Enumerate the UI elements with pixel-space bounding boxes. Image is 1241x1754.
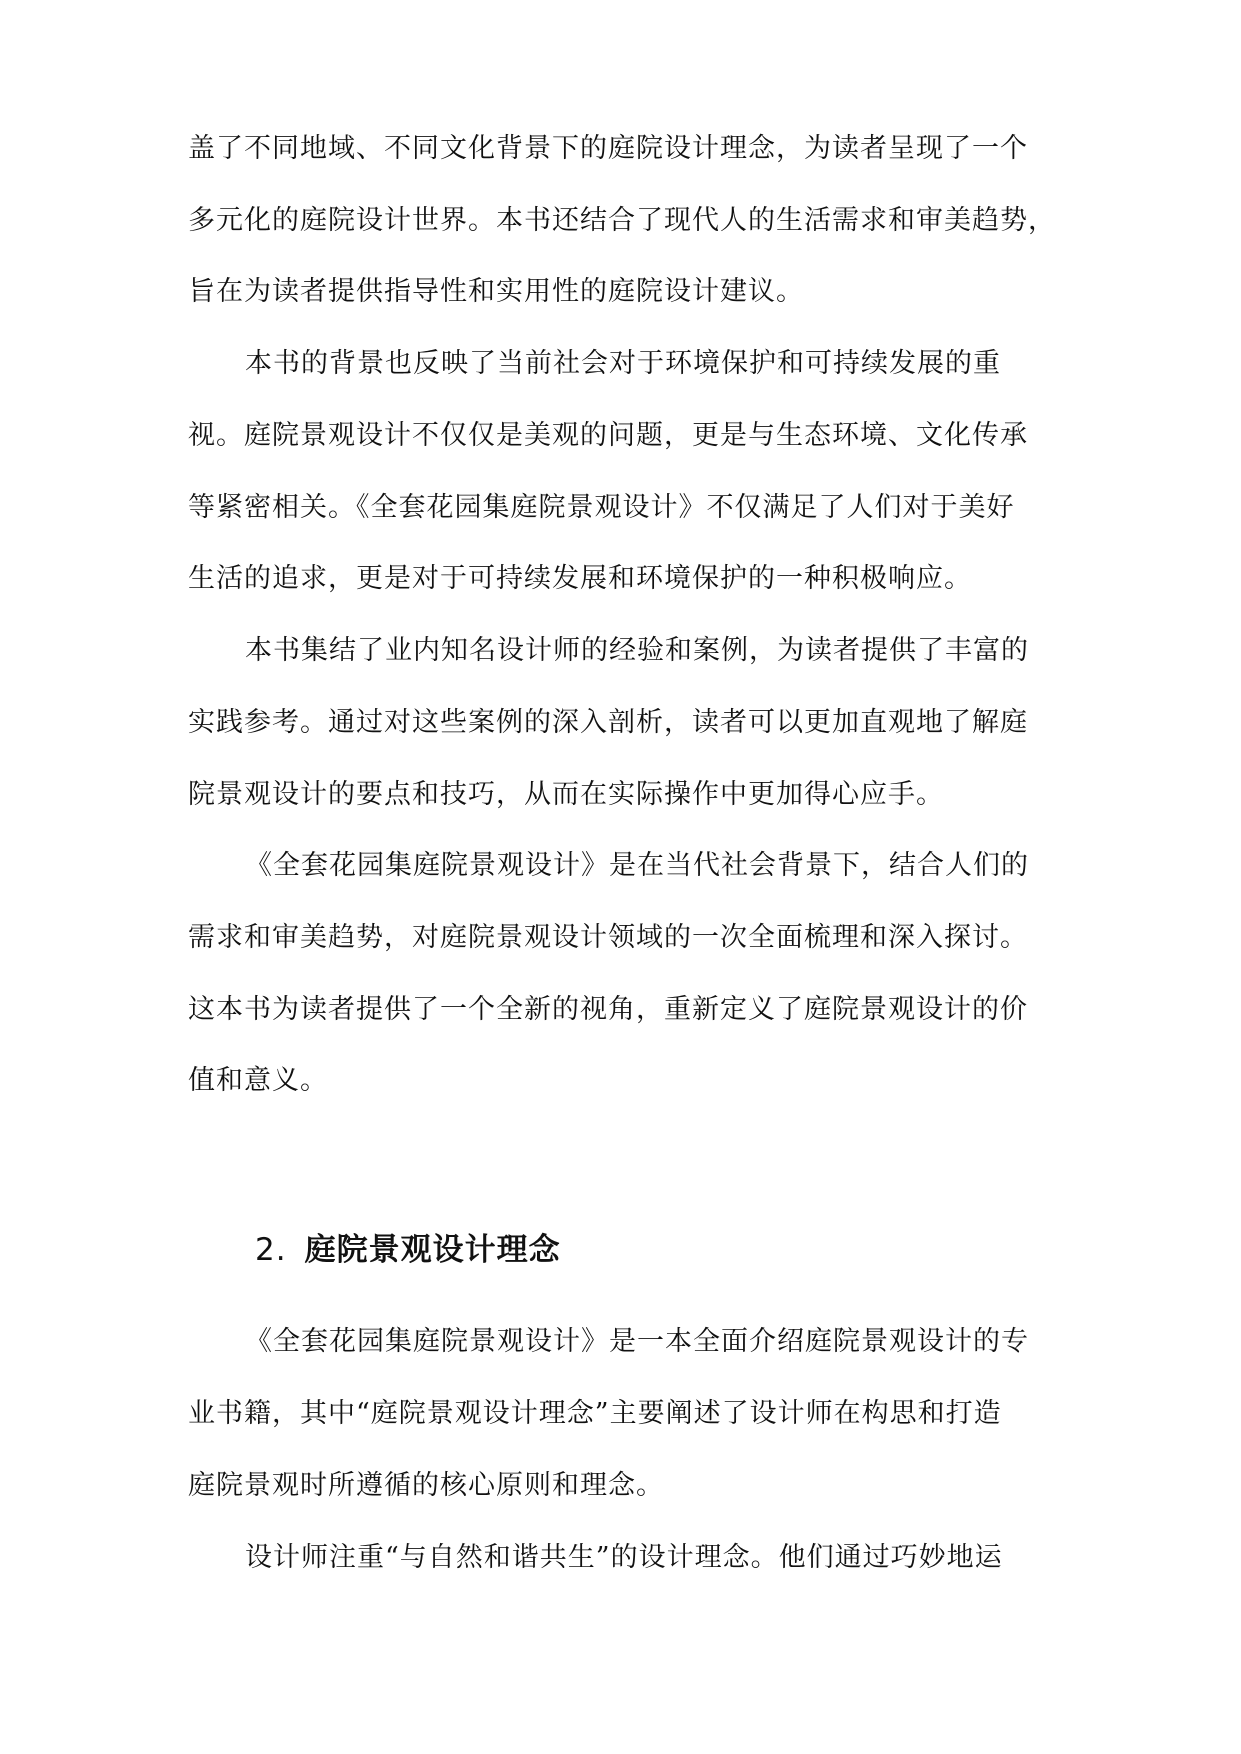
paragraph-line: 旨在为读者提供指导性和实用性的庭院设计建议。	[188, 276, 804, 307]
paragraph-line: 多元化的庭院设计世界。本书还结合了现代人的生活需求和审美趋势，	[188, 205, 1056, 236]
paragraph-line: 《全套花园集庭院景观设计》是一本全面介绍庭院景观设计的专	[245, 1326, 1029, 1357]
paragraph-line: 本书的背景也反映了当前社会对于环境保护和可持续发展的重	[245, 348, 1001, 379]
paragraph-line: 值和意义。	[188, 1065, 328, 1096]
paragraph-line: 《全套花园集庭院景观设计》是在当代社会背景下，结合人们的	[245, 850, 1029, 881]
paragraph-line: 院景观设计的要点和技巧，从而在实际操作中更加得心应手。	[188, 779, 944, 810]
section-title: 庭院景观设计理念	[304, 1232, 561, 1268]
paragraph-line: 业书籍，其中“庭院景观设计理念”主要阐述了设计师在构思和打造	[188, 1398, 1002, 1429]
paragraph-line: 这本书为读者提供了一个全新的视角，重新定义了庭院景观设计的价	[188, 994, 1028, 1025]
paragraph-line: 本书集结了业内知名设计师的经验和案例，为读者提供了丰富的	[245, 635, 1029, 666]
paragraph-line: 盖了不同地域、不同文化背景下的庭院设计理念，为读者呈现了一个	[188, 133, 1028, 164]
paragraph-line: 需求和审美趋势，对庭院景观设计领域的一次全面梳理和深入探讨。	[188, 922, 1028, 953]
paragraph-line: 实践参考。通过对这些案例的深入剖析，读者可以更加直观地了解庭	[188, 707, 1028, 738]
section-heading	[255, 1228, 561, 1272]
paragraph-line: 生活的追求，更是对于可持续发展和环境保护的一种积极响应。	[188, 563, 972, 594]
paragraph-line: 视。庭院景观设计不仅仅是美观的问题，更是与生态环境、文化传承	[188, 420, 1028, 451]
paragraph-line: 等紧密相关。《全套花园集庭院景观设计》不仅满足了人们对于美好	[188, 492, 1015, 523]
section-number: 2.	[255, 1232, 287, 1268]
paragraph-line: 设计师注重“与自然和谐共生”的设计理念。他们通过巧妙地运	[245, 1542, 1003, 1573]
paragraph-line: 庭院景观时所遵循的核心原则和理念。	[188, 1470, 664, 1501]
